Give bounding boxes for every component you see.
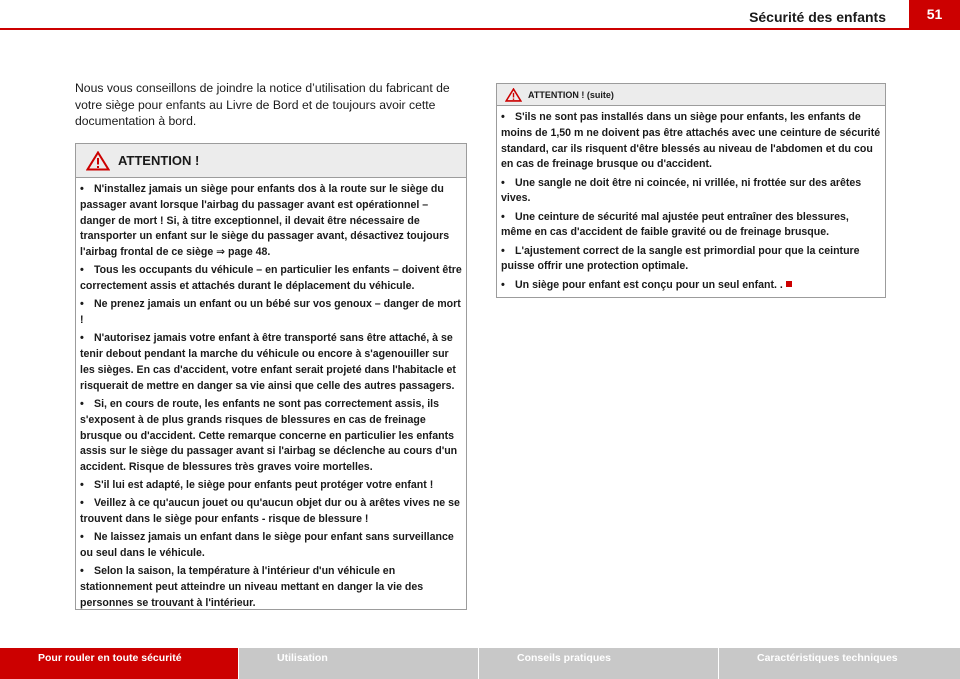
- chapter-navigation: [0, 648, 960, 679]
- warning-item-text: Un siège pour enfant est conçu pour un seul enfant. .: [515, 278, 783, 291]
- end-of-section-icon: [786, 281, 792, 287]
- warning-item-text: Selon la saison, la température à l'intérieur d'un véhicule en stationnement peut atteindre un niveau mettant en danger la vie des personnes se trouvant à l'intérieur.: [80, 565, 424, 610]
- bullet-icon: •: [501, 176, 505, 189]
- warning-list: [497, 106, 885, 293]
- warning-list: [76, 178, 466, 612]
- page-number: 51: [909, 0, 960, 28]
- bullet-icon: •: [501, 244, 505, 257]
- warning-item: [80, 478, 462, 494]
- bullet-icon: •: [80, 397, 84, 410]
- warning-item: [501, 176, 881, 208]
- intro-paragraph: Nous vous conseillons de joindre la notice d’utilisation du fabricant de votre siège pour enfants au Livre de Bord et de toujours avoir cette documentation à bord.: [75, 81, 450, 128]
- bullet-icon: •: [80, 298, 84, 311]
- tab-utilisation[interactable]: Utilisation: [239, 648, 479, 679]
- warning-title: ATTENTION ! (suite): [528, 89, 614, 100]
- warning-item-text: S'il lui est adapté, le siège pour enfants peut protéger votre enfant !: [94, 479, 434, 492]
- warning-item-text: N'autorisez jamais votre enfant à être transporté sans être attaché, à se tenir debout pendant la marche du véhicule ou encore à s'agenouiller sur les sièges. En cas d'accident, votre enfant serait projeté dans l'habitacle et risquerait de mettre en danger sa vie ainsi que celle des autres passagers.: [80, 332, 456, 392]
- bullet-icon: •: [80, 183, 84, 195]
- warning-triangle-icon: [86, 151, 110, 171]
- warning-item: [80, 530, 462, 562]
- warning-item-text: Si, en cours de route, les enfants ne sont pas correctement assis, ils s'exposent à de plus grands risques de blessures en cas de freinage brusque ou d'accident. Cette remarque concerne en particulier les enfants assis sur le siège du passager avant si l'airbag se déclenche au cours d'un accident. Risque de blessures très graves voire mortelles.: [80, 397, 458, 474]
- bullet-icon: •: [501, 111, 505, 123]
- bullet-icon: •: [80, 332, 84, 345]
- tab-conseils-pratiques[interactable]: Conseils pratiques: [479, 648, 719, 679]
- warning-item: [80, 263, 462, 295]
- warning-item: [80, 564, 462, 611]
- warning-item: [80, 397, 462, 476]
- warning-box-continued: [496, 83, 886, 298]
- tab-caracteristiques-techniques[interactable]: Caractéristiques techniques: [719, 648, 960, 679]
- bullet-icon: •: [80, 565, 84, 578]
- header-rule: [0, 28, 960, 30]
- warning-item: [501, 210, 881, 242]
- bullet-icon: •: [80, 497, 84, 510]
- warning-item-text: Veillez à ce qu'aucun jouet ou qu'aucun objet dur ou à arêtes vives ne se trouvent dans le siège pour enfants - risque de blessure !: [80, 497, 460, 526]
- warning-item: [501, 278, 881, 294]
- warning-item: [80, 331, 462, 394]
- warning-box-header: [497, 84, 885, 106]
- warning-item-text: Ne prenez jamais un enfant ou un bébé sur vos genoux – danger de mort !: [80, 298, 461, 327]
- warning-item-text: S'ils ne sont pas installés dans un siège pour enfants, les enfants de moins de 1,50 m ne doivent pas être attachés avec une ceinture de sécurité standard, car ils risquent d'être blessés au niveau de l'abdomen et du cou en cas de freinage brusque ou d'accident.: [501, 111, 881, 171]
- warning-title: ATTENTION !: [118, 153, 200, 168]
- warning-box-main: [75, 143, 467, 610]
- warning-item-text: Ne laissez jamais un enfant dans le siège pour enfant sans surveillance ou seul dans le véhicule.: [80, 531, 454, 560]
- bullet-icon: •: [80, 531, 84, 544]
- warning-item-text: Une sangle ne doit être ni coincée, ni vrillée, ni frottée sur des arêtes vives.: [501, 176, 862, 205]
- page-title: Sécurité des enfants: [749, 9, 886, 25]
- warning-item: [80, 182, 462, 261]
- warning-item: [80, 297, 462, 329]
- bullet-icon: •: [501, 278, 505, 291]
- warning-item-text: Une ceinture de sécurité mal ajustée peut entraîner des blessures, même en cas d'accident de faible gravité ou de freinage brusque.: [501, 210, 849, 239]
- warning-box-header: [76, 144, 466, 178]
- warning-item: [80, 496, 462, 528]
- bullet-icon: •: [501, 210, 505, 223]
- bullet-icon: •: [80, 479, 84, 492]
- warning-item-text: L'ajustement correct de la sangle est primordial pour que la ceinture puisse offrir une protection optimale.: [501, 244, 860, 273]
- warning-item: [501, 110, 881, 173]
- bullet-icon: •: [80, 264, 84, 277]
- warning-triangle-icon: [505, 88, 522, 102]
- tab-pour-rouler-en-toute-securite[interactable]: Pour rouler en toute sécurité: [0, 648, 239, 679]
- warning-item-text: Tous les occupants du véhicule – en particulier les enfants – doivent être correctement assis et attachés durant le déplacement du véhicule.: [80, 264, 462, 293]
- warning-item-text: N'installez jamais un siège pour enfants dos à la route sur le siège du passager avant lorsque l'airbag du passager avant est opérationnel – danger de mort ! Si, à titre exceptionnel, il devait être nécessaire de transporter un enfant sur le siège du passager avant, désactivez toujours l'airbag frontal de ce siège ⇒ page 48.: [80, 183, 450, 259]
- warning-item: [501, 244, 881, 276]
